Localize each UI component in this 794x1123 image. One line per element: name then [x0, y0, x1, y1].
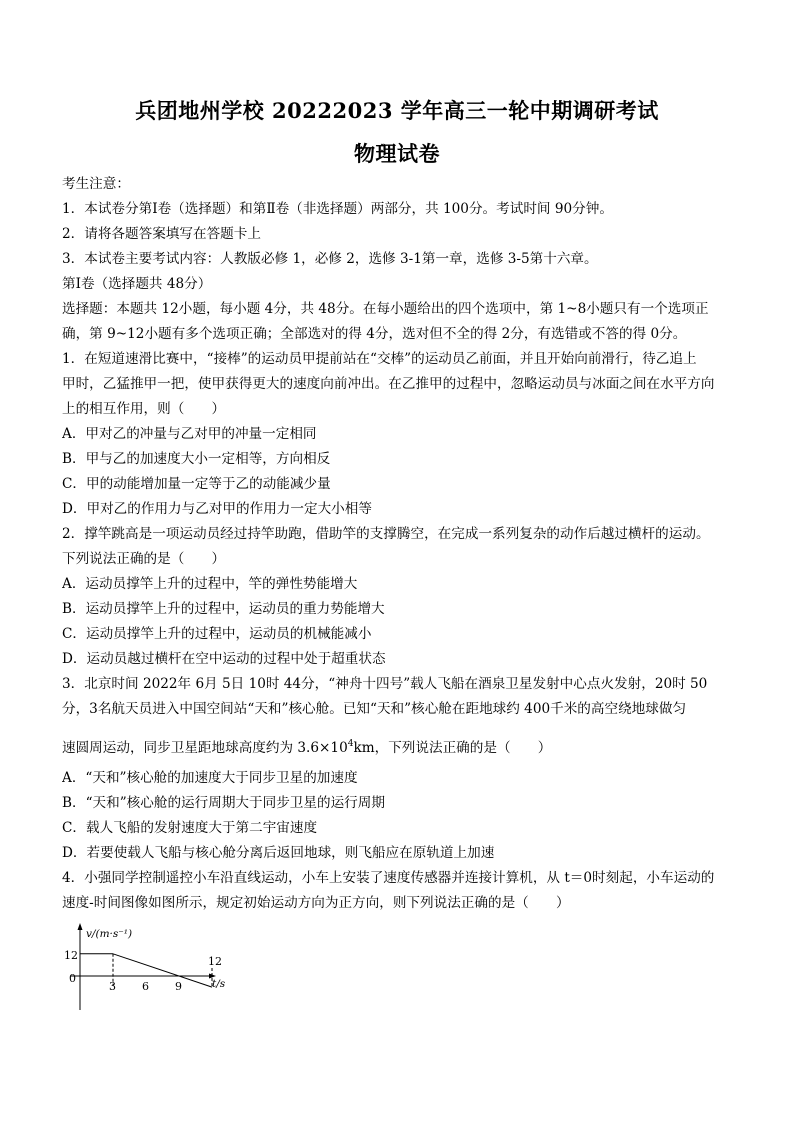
origin-label: 0 [69, 972, 76, 985]
x-tick-label: 9 [175, 980, 182, 993]
question-3-stem: 分，3名航天员进入中国空间站“天和”核心舱。已知“天和”核心舱在距地球约 400千米的高空绕地球做匀 [62, 701, 687, 717]
graph-marks [80, 954, 222, 993]
question-2-option-d: D．运动员越过横杆在空中运动的过程中处于超重状态 [62, 651, 386, 667]
section-instructions: 确，第 9~12小题有多个选项正确；全部选对的得 4分，选对但不全的得 2分，有选错或不答的得 0分。 [62, 326, 687, 342]
question-3-stem: 3．北京时间 2022年 6月 5日 10时 44分，“神舟十四号”载人飞船在酒泉卫星发射中心点火发射，20时 50 [62, 676, 708, 692]
exam-title: 兵团地州学校 20222023 学年高三一轮中期调研考试 [135, 98, 659, 123]
exponent: 4 [347, 739, 354, 749]
notice-item: 1．本试卷分第Ⅰ卷（选择题）和第Ⅱ卷（非选择题）两部分，共 100分。考试时间 90分钟。 [62, 201, 613, 217]
question-1-stem: 上的相互作用，则（ ） [62, 401, 226, 417]
notice-item: 3．本试卷主要考试内容：人教版必修 1，必修 2，选修 3-1第一章，选修 3-5第十六章。 [62, 251, 598, 267]
y-tick-label: 12 [64, 949, 78, 962]
question-1-option-d: D．甲对乙的作用力与乙对甲的作用力一定大小相等 [62, 501, 372, 517]
question-3-stem-last [62, 722, 738, 766]
question-4-stem: 4．小强同学控制遥控小车沿直线运动，小车上安装了速度传感器并连接计算机，从 t＝0时刻起，小车运动的 [62, 870, 715, 886]
question-2-option-c: C．运动员撑竿上升的过程中，运动员的机械能减小 [62, 626, 372, 642]
question-3-option-c: C．载人飞船的发射速度大于第二宇宙速度 [62, 820, 318, 836]
stem-text: km，下列说法正确的是（ ） [353, 740, 552, 756]
exam-body [62, 172, 738, 916]
x-tick-label: 12 [208, 955, 222, 968]
question-2-option-a: A．运动员撑竿上升的过程中，竿的弹性势能增大 [62, 576, 358, 592]
x-tick-label: 3 [109, 980, 116, 993]
question-1-stem: 甲时，乙猛推甲一把，使甲获得更大的速度向前冲出。在乙推甲的过程中，忽略运动员与冰面之间在水平方向 [62, 376, 715, 392]
question-1-option-a: A．甲对乙的冲量与乙对甲的冲量一定相同 [62, 426, 317, 442]
question-1-option-c: C．甲的动能增加量一定等于乙的动能减少量 [62, 476, 331, 492]
section-instructions: 选择题：本题共 12小题，每小题 4分，共 48分。在每小题给出的四个选项中，第 1~8小题只有一个选项正 [62, 301, 709, 317]
question-2-stem: 2．撑竿跳高是一项运动员经过持竿助跑，借助竿的支撑腾空，在完成一系列复杂的动作后越过横杆的运动。 [62, 526, 710, 542]
stem-text: 速圆周运动，同步卫星距地球高度约为 3.6×10 [62, 740, 348, 756]
section-heading: 第Ⅰ卷（选择题共 48分） [62, 276, 212, 292]
y-axis-arrow [78, 923, 83, 930]
x-tick-label: 6 [142, 980, 149, 993]
x-axis-label: t/s [212, 978, 226, 990]
question-2-option-b: B．运动员撑竿上升的过程中，运动员的重力势能增大 [62, 601, 385, 617]
velocity-time-graph [62, 920, 242, 1015]
question-1-option-b: B．甲与乙的加速度大小一定相等，方向相反 [62, 451, 331, 467]
velocity-segment [113, 954, 212, 987]
notice-item: 2．请将各题答案填写在答题卡上 [62, 226, 261, 242]
question-3-option-d: D．若要使载人飞船与核心舱分离后返回地球，则飞船应在原轨道上加速 [62, 845, 495, 861]
question-3-option-b: B．“天和”核心舱的运行周期大于同步卫星的运行周期 [62, 795, 385, 811]
question-3-option-a: A．“天和”核心舱的加速度大于同步卫星的加速度 [62, 770, 358, 786]
y-axis-label: v/(m·s⁻¹) [86, 928, 133, 940]
question-1-stem: 1．在短道速滑比赛中，“接棒”的运动员甲提前站在“交棒”的运动员乙前面，并且开始向前滑行，待乙追上 [62, 351, 697, 367]
question-2-stem: 下列说法正确的是（ ） [62, 551, 226, 567]
question-4-stem: 速度-时间图像如图所示，规定初始运动方向为正方向，则下列说法正确的是（ ） [62, 895, 570, 911]
exam-subtitle: 物理试卷 [354, 141, 440, 166]
notice-heading: 考生注意： [62, 176, 130, 192]
